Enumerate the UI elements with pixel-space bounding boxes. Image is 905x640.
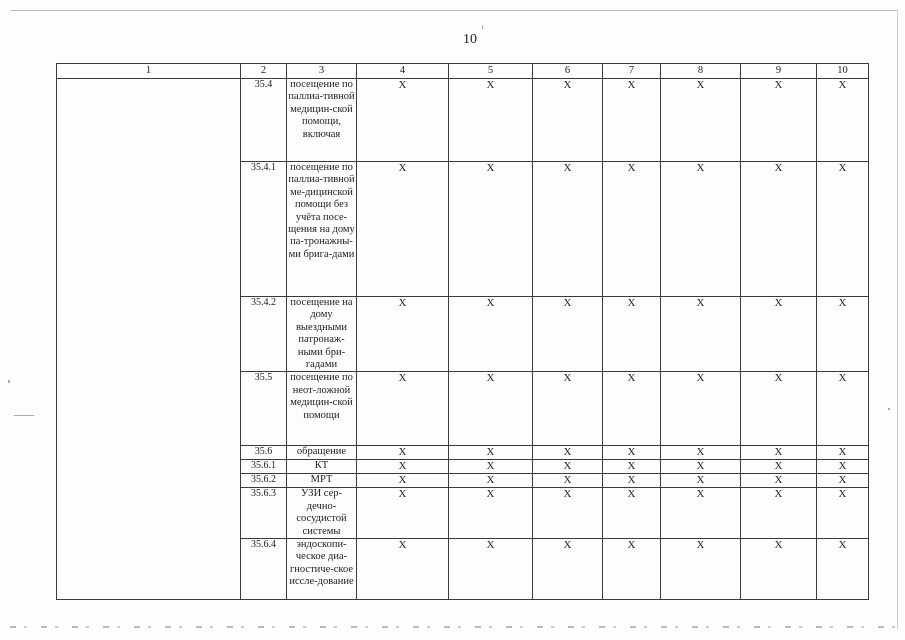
mark-cell: X: [357, 446, 449, 460]
mark-cell: X: [741, 372, 817, 446]
mark-cell: X: [603, 79, 661, 162]
mark-cell: X: [661, 488, 741, 539]
scan-speck: [8, 380, 10, 383]
col-header: 10: [817, 64, 869, 79]
table-row: [57, 79, 869, 162]
mark-cell: X: [449, 162, 533, 297]
mark-cell: X: [449, 460, 533, 474]
row-name: эндоскопи-ческое диа-гностиче-ское иссле-дование: [287, 539, 357, 600]
mark-cell: X: [357, 79, 449, 162]
mark-cell: X: [533, 446, 603, 460]
scan-speck: [888, 408, 890, 410]
mark-cell: X: [741, 79, 817, 162]
col-header: 8: [661, 64, 741, 79]
mark-cell: X: [357, 539, 449, 600]
mark-cell: X: [741, 162, 817, 297]
mark-cell: X: [661, 79, 741, 162]
row-code: 35.6.2: [241, 474, 287, 488]
row-name: МРТ: [287, 474, 357, 488]
mark-cell: X: [533, 474, 603, 488]
mark-cell: X: [533, 488, 603, 539]
empty-cell-col1: [57, 79, 241, 600]
mark-cell: X: [661, 539, 741, 600]
mark-cell: X: [449, 79, 533, 162]
mark-cell: X: [741, 474, 817, 488]
mark-cell: X: [817, 460, 869, 474]
mark-cell: X: [661, 446, 741, 460]
col-header: 4: [357, 64, 449, 79]
mark-cell: X: [449, 446, 533, 460]
mark-cell: X: [603, 162, 661, 297]
mark-cell: X: [661, 162, 741, 297]
page-number: 10: [463, 32, 477, 47]
mark-cell: X: [533, 79, 603, 162]
mark-cell: X: [741, 460, 817, 474]
col-header: 5: [449, 64, 533, 79]
mark-cell: X: [661, 460, 741, 474]
mark-cell: X: [357, 372, 449, 446]
mark-cell: X: [449, 297, 533, 372]
mark-cell: X: [603, 460, 661, 474]
col-header: 2: [241, 64, 287, 79]
mark-cell: X: [533, 297, 603, 372]
mark-cell: X: [357, 488, 449, 539]
mark-cell: X: [817, 162, 869, 297]
mark-cell: X: [741, 297, 817, 372]
mark-cell: X: [603, 372, 661, 446]
mark-cell: X: [449, 474, 533, 488]
row-name: посещение на дому выездными патронаж-ными бри-гадами: [287, 297, 357, 372]
col-header: 6: [533, 64, 603, 79]
row-code: 35.4.1: [241, 162, 287, 297]
mark-cell: X: [603, 474, 661, 488]
row-code: 35.6.1: [241, 460, 287, 474]
header-row: [57, 64, 869, 79]
row-code: 35.6: [241, 446, 287, 460]
mark-cell: X: [357, 474, 449, 488]
row-name: УЗИ сер-дечно-сосудистой системы: [287, 488, 357, 539]
mark-cell: X: [741, 488, 817, 539]
mark-cell: X: [533, 460, 603, 474]
mark-cell: X: [357, 460, 449, 474]
row-name: обращение: [287, 446, 357, 460]
mark-cell: X: [533, 372, 603, 446]
row-name: посещение по неот-ложной медицин-ской помощи: [287, 372, 357, 446]
scan-edge-noise: [10, 626, 895, 628]
mark-cell: X: [661, 474, 741, 488]
mark-cell: X: [661, 372, 741, 446]
row-name: КТ: [287, 460, 357, 474]
mark-cell: X: [603, 297, 661, 372]
scan-speck: [482, 25, 483, 29]
col-header: 3: [287, 64, 357, 79]
scan-speck: [14, 415, 34, 416]
mark-cell: X: [817, 79, 869, 162]
row-code: 35.4.2: [241, 297, 287, 372]
mark-cell: X: [741, 446, 817, 460]
mark-cell: X: [603, 488, 661, 539]
mark-cell: X: [533, 539, 603, 600]
mark-cell: X: [449, 488, 533, 539]
mark-cell: X: [449, 372, 533, 446]
mark-cell: X: [661, 297, 741, 372]
col-header: 7: [603, 64, 661, 79]
row-code: 35.4: [241, 79, 287, 162]
mark-cell: X: [817, 446, 869, 460]
mark-cell: X: [533, 162, 603, 297]
row-name: посещение по паллиа-тивной ме-дицинской помощи без учёта посе-щения на дому па-тронажны-ми брига-дами: [287, 162, 357, 297]
mark-cell: X: [817, 539, 869, 600]
mark-cell: X: [357, 162, 449, 297]
mark-cell: X: [817, 488, 869, 539]
col-header: 9: [741, 64, 817, 79]
row-code: 35.5: [241, 372, 287, 446]
col-header: 1: [57, 64, 241, 79]
mark-cell: X: [603, 446, 661, 460]
mark-cell: X: [817, 297, 869, 372]
mark-cell: X: [817, 372, 869, 446]
mark-cell: X: [449, 539, 533, 600]
row-code: 35.6.3: [241, 488, 287, 539]
row-name: посещение по паллиа-тивной медицин-ской помощи, включая: [287, 79, 357, 162]
mark-cell: X: [817, 474, 869, 488]
mark-cell: X: [603, 539, 661, 600]
mark-cell: X: [741, 539, 817, 600]
data-table: [56, 63, 869, 600]
row-code: 35.6.4: [241, 539, 287, 600]
mark-cell: X: [357, 297, 449, 372]
